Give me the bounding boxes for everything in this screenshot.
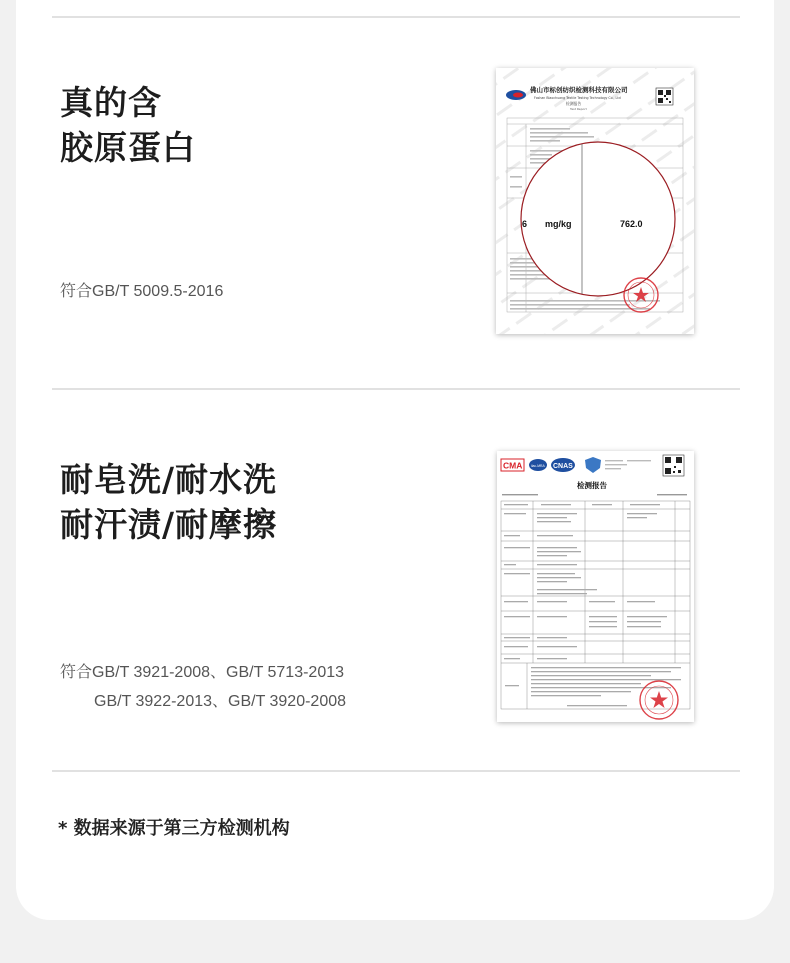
cma-logo-text: CMA [503,460,523,471]
shield-logo-icon [585,457,601,473]
fastness-standard-line-2: GB/T 3922-2013、GB/T 3920-2008 [94,693,347,710]
qr-code-icon [656,88,673,105]
magnifier-callout [521,142,675,296]
collagen-title [60,80,196,170]
ilac-logo-icon [529,459,547,471]
divider-middle [52,388,740,390]
ilac-logo-text: ilac-MRA [531,464,545,468]
fastness-title-line-1: 耐皂洗/耐水洗 [60,460,278,499]
zoom-prefix: 6 [522,219,528,229]
report2-title: 检测报告 [577,481,607,490]
divider-bottom [52,770,740,772]
report-logo-icon [506,90,526,100]
report-company-cn: 佛山市标创纺织检测科技有限公司 [530,86,628,94]
cnas-logo-text: CNAS [553,463,573,470]
collagen-title-line-2: 胶原蛋白 [60,128,196,167]
collagen-title-line-1: 真的含 [60,83,162,122]
report-title: 检测报告 [566,101,582,106]
cnas-logo-icon [551,458,575,472]
zoom-unit: mg/kg [545,219,572,229]
fastness-standards [60,658,346,716]
qr-code-icon [663,455,684,476]
divider-top [52,16,740,18]
collagen-test-report [496,68,694,334]
fastness-standard-line-1: 符合GB/T 3921-2008、GB/T 5713-2013 [60,664,345,681]
collagen-standard: 符合GB/T 5009.5-2016 [60,283,224,300]
fastness-title-line-2: 耐汗渍/耐摩擦 [60,505,278,544]
zoom-value: 762.0 [620,219,643,229]
fastness-title [60,457,277,547]
report-title-en: Test Report [570,107,587,111]
data-source-footnote: * 数据来源于第三方检测机构 [58,818,290,839]
cma-logo-icon [501,459,524,471]
fastness-test-report [497,451,694,722]
red-seal-stamp [640,681,678,719]
report-company-en: Foshan Biaochuang Textile Testing Technology Co., Ltd [534,96,621,100]
